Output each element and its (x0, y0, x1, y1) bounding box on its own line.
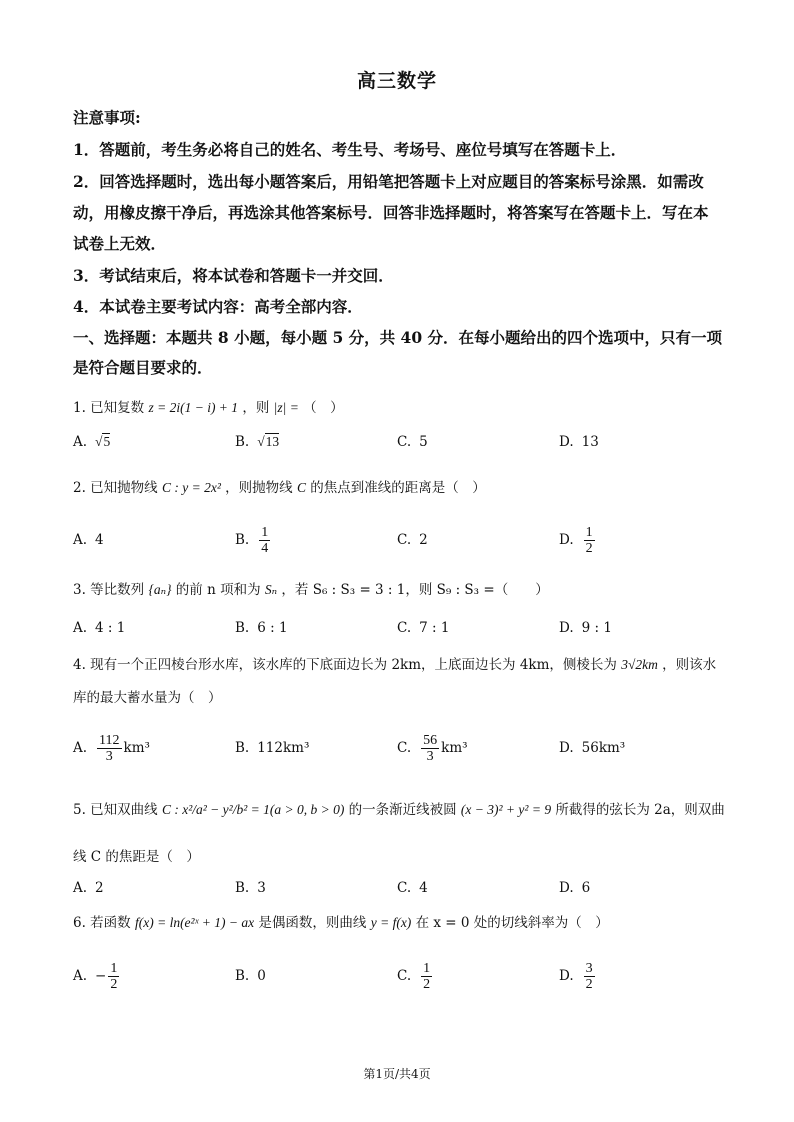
question-1-formula: z = 2i(1 − i) + 1 (148, 400, 239, 415)
question-5-cont: 线 C 的焦距是（ ） (73, 849, 200, 865)
section-heading-cont: 是符合题目要求的． (73, 358, 213, 377)
question-5-formula: C : x²/a² − y²/b² = 1(a > 0, b > 0) (161, 802, 345, 817)
question-2: 2. 已知抛物线 C : y = 2x² ，则抛物线 C 的焦点到准线的距离是（ ） (73, 480, 486, 496)
notice-item-3: 3．考试结束后，将本试卷和答题卡一并交回． (73, 266, 394, 285)
option-b[interactable]: B. 0 (235, 968, 266, 984)
option-d[interactable]: D. $\frac{1}{2}$ (559, 524, 593, 556)
question-3-formula: {aₙ} (148, 582, 172, 597)
option-c[interactable]: C. 4 (397, 880, 428, 896)
question-4: 4. 现有一个正四棱台形水库，该水库的下底面边长为 2km，上底面边长为 4km，侧棱长为 3√2km ，则该水 (73, 657, 717, 673)
question-6-options (73, 956, 733, 996)
question-2-formula: C : y = 2x² (161, 480, 221, 495)
option-c[interactable]: C. 5 (397, 434, 428, 450)
question-5: 5. 已知双曲线 C : x²/a² − y²/b² = 1(a > 0, b > 0) 的一条渐近线被圆 (x − 3)² + y² = 9 所截得的弦长为 2a，则双曲 (73, 802, 725, 818)
notice-heading: 注意事项: (73, 108, 141, 127)
option-d[interactable]: D. $\frac{3}{2}$ (559, 960, 593, 992)
option-a[interactable]: A. 4 : 1 (73, 620, 126, 636)
page-title: 高三数学 (356, 70, 437, 92)
question-4-cont: 库的最大蓄水量为（ ） (73, 690, 222, 706)
option-a[interactable]: A. $\frac{112}{3}$ km³ (73, 732, 150, 764)
option-c[interactable]: C. $\frac{56}{3}$ km³ (397, 732, 468, 764)
question-4-formula: 3√2km (621, 657, 658, 672)
option-b[interactable]: B. 3 (235, 880, 266, 896)
option-d[interactable]: D. 6 (559, 880, 591, 896)
question-6: 6. 若函数 f(x) = ln(e²ˣ + 1) − ax 是偶函数，则曲线 y = f(x) 在 x = 0 处的切线斜率为（ ） (73, 915, 609, 931)
question-3: 3. 等比数列 {aₙ} 的前 n 项和为 Sₙ ，若 S₆ : S₃ = 3 : 1，则 S₉ : S₃ =（ ） (73, 582, 549, 598)
question-6-formula: f(x) = ln(e²ˣ + 1) − ax (134, 915, 255, 930)
option-b[interactable]: B. 112km³ (235, 740, 310, 756)
question-3-options (73, 608, 733, 648)
option-c[interactable]: C. 2 (397, 532, 428, 548)
option-d[interactable]: D. 9 : 1 (559, 620, 612, 636)
option-a[interactable]: A. 2 (73, 880, 104, 896)
option-d[interactable]: D. 56km³ (559, 740, 626, 756)
notice-item-2-cont: 动，用橡皮擦干净后，再选涂其他答案标号．回答非选择题时，将答案写在答题卡上．写在本 (73, 203, 709, 222)
option-b[interactable]: B. $\frac{1}{4}$ (235, 524, 269, 556)
option-d[interactable]: D. 13 (559, 434, 599, 450)
question-2-options (73, 520, 733, 560)
notice-item-1: 1．答题前，考生务必将自己的姓名、考生号、考场号、座位号填写在答题卡上． (73, 140, 627, 159)
question-4-options (73, 728, 733, 768)
question-1: 1. 已知复数 z = 2i(1 − i) + 1 ，则 |z| = （ ） (73, 400, 344, 416)
option-a[interactable]: A. 4 (73, 532, 104, 548)
section-heading: 一、选择题：本题共 8 小题，每小题 5 分，共 40 分．在每小题给出的四个选项中，只有一项 (73, 328, 723, 347)
option-b[interactable]: B. √13 (235, 434, 280, 450)
option-a[interactable]: A. − $\frac{1}{2}$ (73, 960, 118, 992)
option-c[interactable]: C. 7 : 1 (397, 620, 450, 636)
question-1-options (73, 422, 733, 462)
notice-item-4: 4．本试卷主要考试内容：高考全部内容． (73, 297, 363, 316)
option-b[interactable]: B. 6 : 1 (235, 620, 288, 636)
notice-item-2-end: 试卷上无效． (73, 234, 167, 253)
page-footer: 第1页/共4页 (363, 1067, 431, 1081)
option-a[interactable]: A. √5 (73, 434, 111, 450)
option-c[interactable]: C. $\frac{1}{2}$ (397, 960, 431, 992)
question-5-options (73, 868, 733, 908)
notice-item-2: 2．回答选择题时，选出每小题答案后，用铅笔把答题卡上对应题目的答案标号涂黑．如需改 (73, 172, 704, 191)
